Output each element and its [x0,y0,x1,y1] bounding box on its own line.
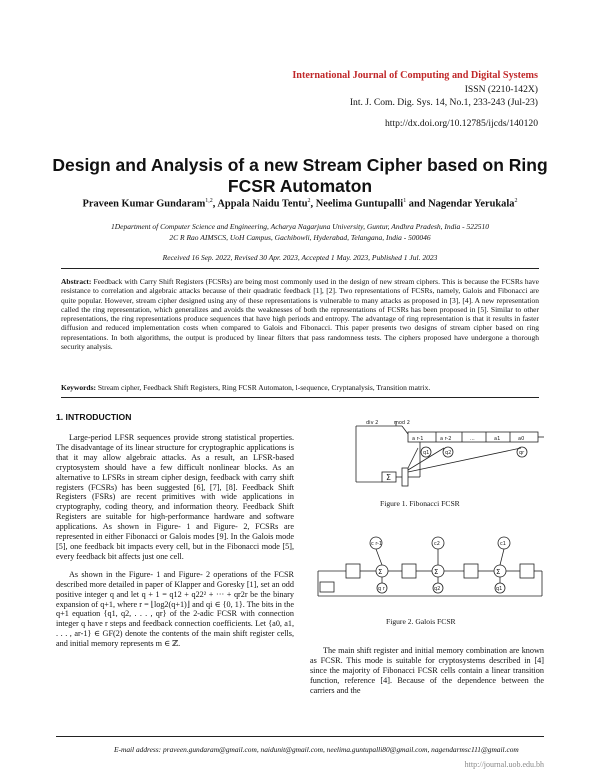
doi-link[interactable]: http://dx.doi.org/10.12785/ijcds/140120 [384,118,538,129]
cell-label: a r-1 [412,436,424,442]
div2-label: div 2 [366,420,379,426]
issn: ISSN (2210-142X) [464,84,538,95]
figure-1-caption: Figure 1. Fibonacci FCSR [380,499,460,508]
coef-label: q r [378,586,385,592]
coef-label: q1 [423,450,430,456]
coef-label: q1 [496,586,503,592]
divider [61,268,539,269]
email-addresses: E-mail address: praveen.gundaram@gmail.com, naidunit@gmail.com, neelima.guntupalli80@gmail.com, nagendarmsc111@gmail.com [114,745,519,754]
sum-symbol: Σ [378,568,383,576]
authors: Praveen Kumar Gundaram$^{1,2}$, Appala Naidu Tentu$^2$, Neelima Guntupalli$^1$ and Nagendar Yerukala$^2$ [82,198,518,210]
coef-label: q2 [434,586,441,592]
right-column [310,646,544,696]
citation: Int. J. Com. Dig. Sys. 14, No.1, 233-243 (Jul-23) [349,97,538,108]
keywords [61,383,539,392]
coef-label: q2 [445,450,452,456]
paragraph: As shown in the Figure- 1 and Figure- 2 operations of the FCSR described more detailed in paper of Klapper and Goresky [1], set an odd positive integer q and let q + 1 = q12 + q22² + ··· + qr2r be the binary expansion of q+1, where r = ⌊log2(q+1)⌋ and qi ∈ {0, 1}. The bits in the q+1 equation {q1, q2, . . . , qr} of the 2-adic FCSR with connection integer q have r steps and feedback connection coefficients. Let {a0, a1, . . . , ar-1} ∈ GF(2) denote the contents of the main shift register cells, and initial memory represents m ∈ ℤ. [56,569,294,649]
section-heading: 1. INTRODUCTION [56,412,132,422]
divider [61,397,539,398]
sum-symbol: Σ [434,568,439,576]
carry-label: c r-1 [371,541,383,547]
sum-symbol: Σ [386,473,392,482]
journal-name: International Journal of Computing and Digital Systems [292,70,538,81]
cell-label: ... [470,436,475,442]
paragraph: The main shift register and initial memory combination are known as FCSR. This mode is suitable for cryptosystems described in [4] since the majority of Fibonacci FCSR cells contain a linear transition function, reference [4]. Because of the dependence between the carriers and the [310,646,544,695]
coef-label: qr [519,450,525,456]
paragraph: Large-period LFSR sequences provide strong statistical properties. The disadvantage of its linear structure for cryptographic applications is that it may allow algebraic attacks. As a result, an LFSR-based cryptosystem should have a few difficult nonlinear blocks. As an alternative to LFSRs in stream cipher design, feedback with carry shift registers (FCSRs) has been suggested [6], [7], [8]. Feedback Shift Registers (FSRs) are recent primitives with wide applications in cryptography, coding theory, and information theory. Feedback Shift Registers are suitable for high-performance hardware and software applications. As shown in Figure- 1 and Figure- 2, FCSRs are represented in either Fibonacci or Galois modes [9]. In the Galois mode [5], one feedback bit impacts every cell, but in the Fibonacci mode [5], every feedback bit affects just one cell. [56,433,294,561]
cell-label: a0 [518,436,525,442]
affiliation-1: 1Department of Computer Science and Engineering, Acharya Nagarjuna University, Guntur, Andhra Pradesh, India - 522510 [110,222,490,231]
paper-title: Design and Analysis of a new Stream Cipher based on Ring FCSR Automaton [52,155,548,196]
left-column [56,433,294,649]
journal-url[interactable]: http://journal.uob.edu.bh [464,760,544,769]
galois-fcsr-diagram [314,524,548,604]
sum-symbol: Σ [496,568,501,576]
cell-label: a r-2 [440,436,452,442]
keywords-label: Keywords: [61,383,96,392]
dates: Received 16 Sep. 2022, Revised 30 Apr. 2023, Accepted 1 May. 2023, Published 1 Jul. 2023 [162,253,438,262]
abstract-label: Abstract: [61,277,92,286]
carry-label: c2 [434,541,440,547]
carry-label: c1 [500,541,506,547]
abstract [61,277,539,351]
figure-2-caption: Figure 2. Galois FCSR [386,617,456,626]
affiliation-2: 2C R Rao AIMSCS, UoH Campus, Gachibowli, Hyderabad, Telangana, India - 500046 [169,233,431,242]
mod2-label: mod 2 [394,420,410,426]
keywords-text: Stream cipher, Feedback Shift Registers, Ring FCSR Automaton, l-sequence, Cryptanalysis, Transition matrix. [97,383,431,392]
divider [56,736,544,737]
cell-label: a1 [494,436,501,442]
abstract-text: Feedback with Carry Shift Registers (FCSRs) are being most commonly used in the design of new stream ciphers. This is because the FCSRs have resistance to correlation and algebraic attacks because of their quadratic feedback [1], [2]. Two representations of FCSRs, namely, Galois and Fibonacci are quite popular. However, stream cipher designed using any of these representations is vulnerable to many attacks as proposed in [3], [4]. A new representation called the ring representation, which generalizes and avoids the weaknesses of both the representations of FCSRs has been proposed in [5]. Similar to other representations, the ring representations produce sequences that have high periods and entropy. The advantage of ring representation is that it results in faster diffusion and reduced implementation costs when compared to Galois and Fibonacci. This paper presents two designs of stream cipher based on ring representations. In both algorithms, the output is produced by linear filters that pass randomness tests. The ciphers proposed have undergone a thorough security analysis. [61,277,539,352]
fibonacci-fcsr-diagram [336,418,546,496]
